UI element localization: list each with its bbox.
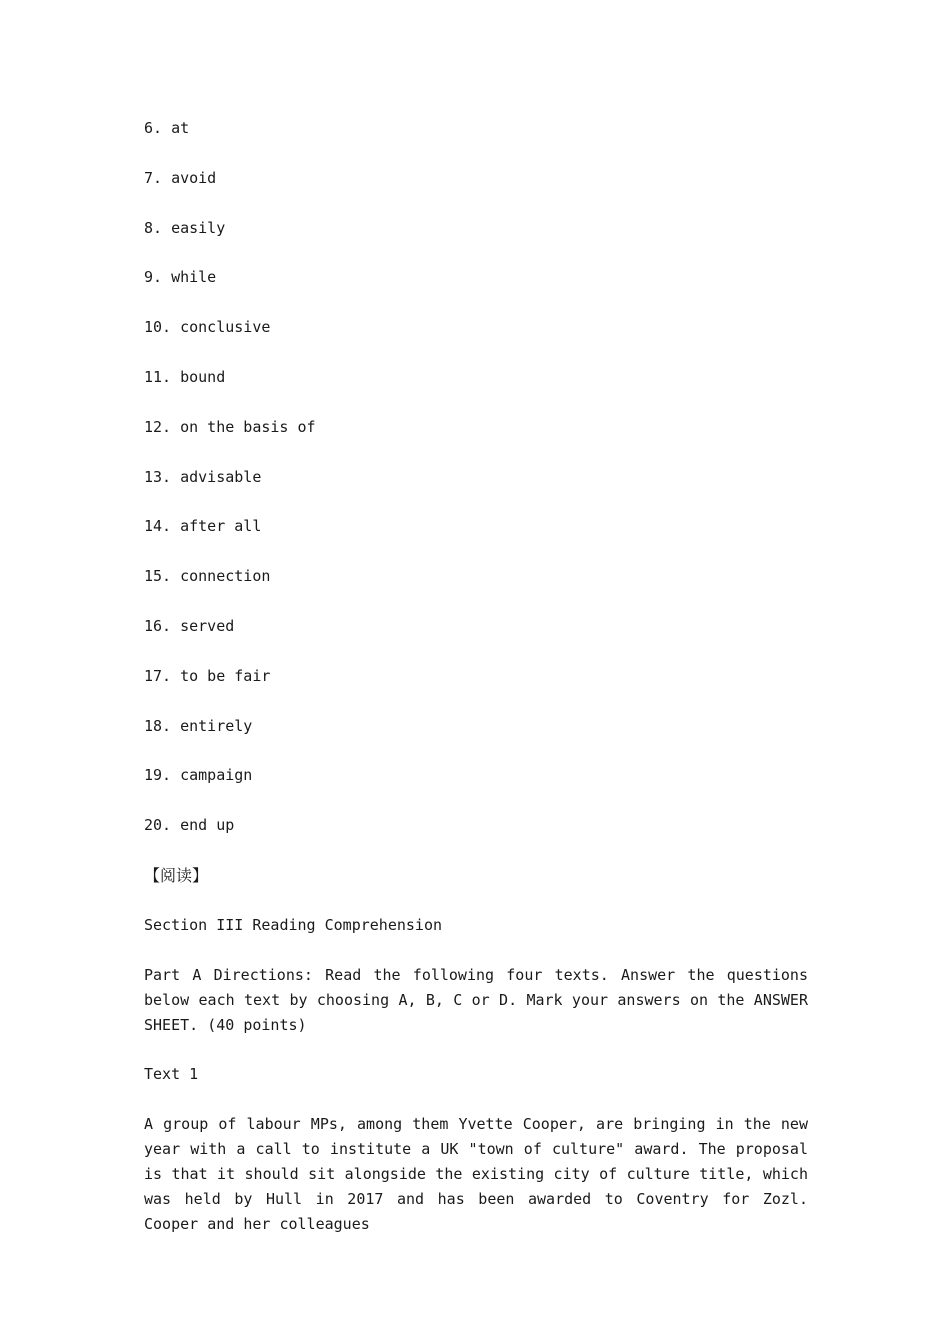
answer-number: 11. [144, 367, 172, 386]
answer-list [144, 116, 808, 838]
answer-number: 18. [144, 716, 172, 735]
answer-number: 16. [144, 616, 172, 635]
answer-text: easily [171, 218, 226, 237]
answer-text: to be fair [180, 666, 271, 685]
answer-text: entirely [180, 716, 253, 735]
answer-number: 17. [144, 666, 172, 685]
section-title: Section III Reading Comprehension [144, 915, 443, 934]
answer-number: 12. [144, 417, 172, 436]
answer-item [144, 714, 808, 739]
answer-text: at [171, 119, 190, 137]
answer-number: 13. [144, 467, 172, 486]
answer-number: 10. [144, 318, 172, 337]
answer-number: 7. [144, 168, 163, 187]
answer-item [144, 763, 808, 788]
answer-item [144, 514, 808, 539]
answer-text: while [171, 268, 217, 287]
document-page [144, 116, 808, 1262]
answer-item [144, 813, 808, 838]
text-body-paragraph: A group of labour MPs, among them Yvette Cooper, are bringing in the new year with a call to institute a UK "town of culture" award. The proposal is that it should sit alongside the existing city of culture title, which was held by Hull in 2017 and has been awarded to Coventry for Zozl. Cooper and her colleagues [144, 1115, 808, 1234]
answer-text: served [180, 616, 235, 635]
answer-text: end up [180, 816, 235, 835]
text-label: Text 1 [144, 1065, 199, 1084]
directions-paragraph: Part A Directions: Read the following four texts. Answer the questions below each text by choosing A, B, C or D. Mark your answers on the ANSWER SHEET. (40 points) [144, 965, 808, 1034]
answer-item [144, 315, 808, 340]
reading-heading: 【阅读】 [144, 865, 209, 885]
answer-text: after all [180, 517, 262, 536]
answer-item [144, 216, 808, 241]
answer-item [144, 664, 808, 689]
answer-text: bound [180, 367, 226, 386]
answer-item [144, 415, 808, 440]
answer-item [144, 365, 808, 390]
answer-number: 9. [144, 268, 163, 287]
answer-number: 8. [144, 218, 163, 237]
answer-number: 15. [144, 567, 172, 586]
answer-text: advisable [180, 467, 262, 486]
answer-number: 19. [144, 766, 172, 785]
answer-text: on the basis of [180, 417, 316, 436]
answer-text: connection [180, 567, 271, 586]
answer-item [144, 465, 808, 490]
answer-item [144, 614, 808, 639]
answer-item [144, 166, 808, 191]
answer-number: 6. [144, 119, 163, 137]
answer-text: campaign [180, 766, 253, 785]
answer-item [144, 116, 808, 141]
answer-text: conclusive [180, 318, 271, 337]
answer-item [144, 265, 808, 290]
answer-item [144, 564, 808, 589]
answer-number: 14. [144, 517, 172, 536]
answer-number: 20. [144, 816, 172, 835]
answer-text: avoid [171, 168, 217, 187]
